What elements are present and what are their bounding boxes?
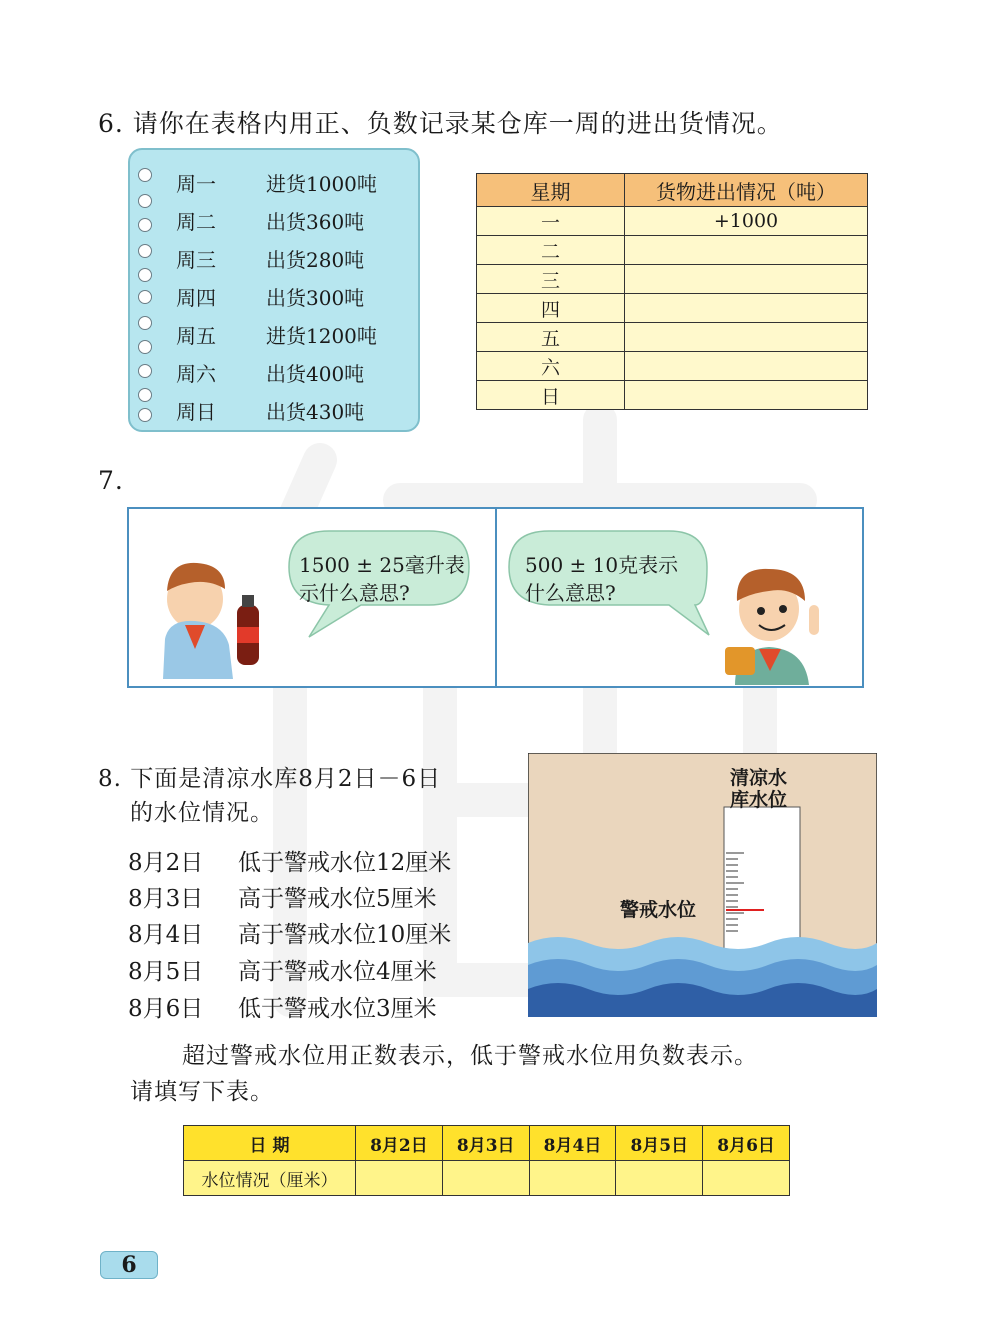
water-waves <box>528 937 877 1017</box>
ring-icon <box>138 290 152 304</box>
ring-icon <box>138 364 152 378</box>
comic-panel <box>127 507 864 688</box>
log-row: 周五 进货1200吨 <box>176 324 377 348</box>
log-row: 周三 出货280吨 <box>176 248 365 272</box>
bubble-left-text: 1500 ± 25毫升表 示什么意思? <box>299 553 465 605</box>
log-row: 周日 出货430吨 <box>176 400 365 424</box>
answer-cell[interactable] <box>356 1161 443 1196</box>
table-row: 四 <box>477 294 868 323</box>
water-record: 8月2日 低于警戒水位12厘米 <box>128 850 452 876</box>
header-goods: 货物进出情况（吨） <box>625 174 868 207</box>
table-row: 二 <box>477 236 868 265</box>
question-8-title: 8. 下面是清凉水库8月2日－6日 的水位情况。 <box>98 766 442 826</box>
page-number: 6 <box>100 1251 158 1279</box>
ring-icon <box>138 388 152 402</box>
question-6-title: 6. 请你在表格内用正、负数记录某仓库一周的进出货情况。 <box>98 109 783 138</box>
reservoir-graphic <box>528 753 877 1017</box>
answer-cell[interactable] <box>616 1161 703 1196</box>
question-7-number: 7. <box>98 466 124 495</box>
ring-icon <box>138 218 152 232</box>
table-header-row: 日 期 8月2日 8月3日 8月4日 8月5日 8月6日 <box>184 1126 790 1161</box>
answer-cell[interactable]: +1000 <box>625 207 868 236</box>
warning-level-label: 警戒水位 <box>620 899 697 921</box>
log-row: 周二 出货360吨 <box>176 210 365 234</box>
answer-cell[interactable] <box>529 1161 616 1196</box>
table-row: 五 <box>477 323 868 352</box>
reservoir-illustration <box>528 753 877 1017</box>
water-record: 8月6日 低于警戒水位3厘米 <box>128 996 437 1022</box>
answer-cell[interactable] <box>625 323 868 352</box>
ring-icon <box>138 408 152 422</box>
ring-icon <box>138 340 152 354</box>
answer-cell[interactable] <box>625 236 868 265</box>
water-level-table <box>183 1125 790 1196</box>
goods-table <box>476 173 868 410</box>
ring-icon <box>138 168 152 182</box>
table-row: 日 <box>477 381 868 410</box>
answer-cell[interactable] <box>625 352 868 381</box>
water-record: 8月3日 高于警戒水位5厘米 <box>128 886 437 912</box>
boy-with-snack-illustration <box>725 569 819 685</box>
boy-with-bottle-illustration <box>163 563 259 679</box>
table-row: 一 +1000 <box>477 207 868 236</box>
ring-icon <box>138 268 152 282</box>
answer-cell[interactable] <box>625 265 868 294</box>
log-row: 周六 出货400吨 <box>176 362 365 386</box>
ring-icon <box>138 244 152 258</box>
header-weekday: 星期 <box>477 174 625 207</box>
ring-icon <box>138 194 152 208</box>
log-row: 周一 进货1000吨 <box>176 172 377 196</box>
answer-cell[interactable] <box>625 294 868 323</box>
water-record: 8月4日 高于警戒水位10厘米 <box>128 922 452 948</box>
warehouse-log-card <box>128 148 420 432</box>
comic-illustration <box>129 509 866 690</box>
ring-icon <box>138 316 152 330</box>
comic-divider <box>495 509 497 686</box>
log-row: 周四 出货300吨 <box>176 286 365 310</box>
table-row: 六 <box>477 352 868 381</box>
gauge-title: 清凉水 库水位 <box>730 767 788 811</box>
table-row: 三 <box>477 265 868 294</box>
water-record: 8月5日 高于警戒水位4厘米 <box>128 959 437 985</box>
table-row: 水位情况（厘米） <box>184 1161 790 1196</box>
answer-cell[interactable] <box>442 1161 529 1196</box>
table-header-row <box>477 174 868 207</box>
answer-cell[interactable] <box>703 1161 790 1196</box>
instruction-text: 超过警戒水位用正数表示，低于警戒水位用负数表示。 请填写下表。 <box>130 1043 758 1105</box>
bubble-right-text: 500 ± 10克表示 什么意思? <box>525 553 679 605</box>
answer-cell[interactable] <box>625 381 868 410</box>
